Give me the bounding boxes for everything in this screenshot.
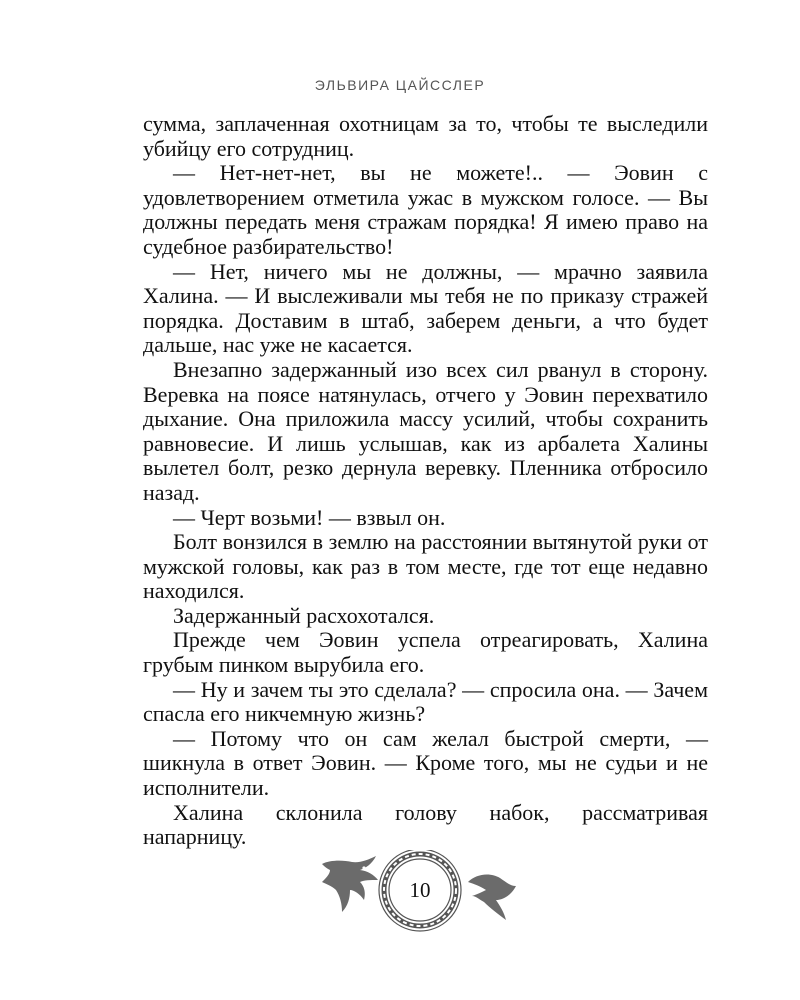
page-number: 10: [409, 878, 431, 902]
paragraph: — Потому что он сам желал быстрой смерти, — шикнула в ответ Эовин. — Кроме того, мы не судьи и не исполнители.: [143, 725, 708, 801]
running-head: ЭЛЬВИРА ЦАЙССЛЕР: [314, 77, 486, 93]
paragraph: — Черт возьми! — взвыл он.: [173, 504, 446, 530]
paragraph: Прежде чем Эовин успела отреагировать, Халина грубым пинком вырубила его.: [143, 627, 708, 678]
body-text: [143, 112, 708, 850]
paragraph: — Нет-нет-нет, вы не можете!.. — Эовин с удовлетворением отметила ужас в мужском голосе. — Вы должны передать меня стражам порядка! Я имею право на судебное разбирательство!: [143, 160, 708, 259]
paragraph: Задержанный расхохотался.: [173, 602, 435, 628]
page-folio: [320, 850, 520, 940]
raven-head-icon: [322, 856, 378, 912]
paragraph: — Нет, ничего мы не должны, — мрачно заявила Халина. — И выслеживали мы тебя не по приказу стражей порядка. Доставим в штаб, заберем деньги, а что будет дальше, нас уже не касается.: [143, 258, 708, 358]
paragraph: сумма, заплаченная охотницам за то, чтобы те выследили убийцу его сотрудниц.: [143, 111, 708, 161]
paragraph: — Ну и зачем ты это сделала? — спросила она. — Зачем спасла его никчемную жизнь?: [143, 676, 708, 727]
crescent-moon-icon: [468, 875, 516, 920]
paragraph: Халина склонила голову набок, рассматривая напарницу.: [143, 799, 708, 850]
paragraph: Внезапно задержанный изо всех сил рванул в сторону. Веревка на поясе натянулась, отчего у Эовин перехватило дыхание. Она приложила массу усилий, чтобы сохранить равновесие. И лишь услышав, как из арбалета Халины вылетел болт, резко дернула веревку. Пленника отбросило назад.: [143, 356, 708, 505]
paragraph: Болт вонзился в землю на расстоянии вытянутой руки от мужской головы, как раз в том месте, где тот еще недавно находился.: [143, 529, 708, 604]
